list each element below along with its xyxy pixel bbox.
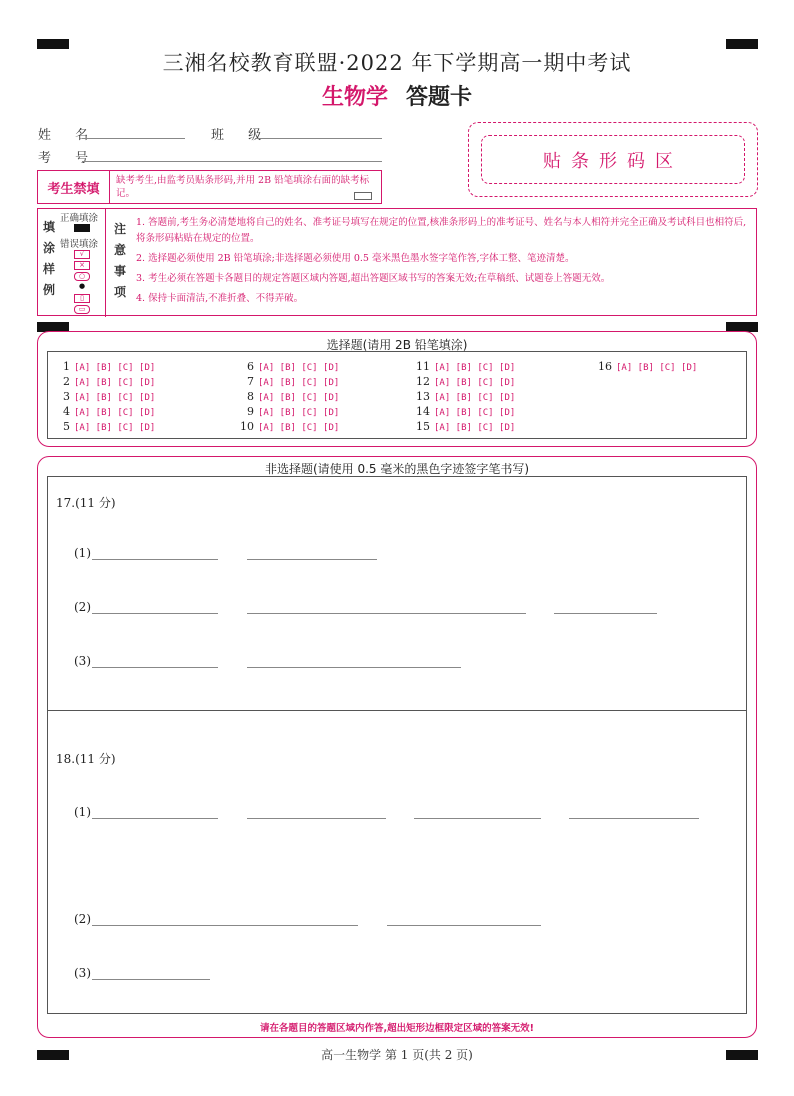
choice-question-number: 7 (247, 375, 254, 388)
answer-area-warning: 请在各题目的答题区域内作答,超出矩形边框限定区域的答案无效! (260, 1023, 534, 1034)
q17-title: 17.(11 分) (56, 496, 116, 510)
wrong-circle-icon: ○ (74, 272, 90, 281)
q17-part-3-label: (3) (74, 654, 91, 668)
choice-question-number: 14 (416, 405, 430, 418)
choice-question-number: 11 (416, 360, 430, 373)
q17-part-3-blank-b[interactable] (247, 667, 461, 668)
q17-part-1-blank-a[interactable] (92, 559, 218, 560)
choice-question-row[interactable] (60, 360, 155, 373)
choice-question-number: 3 (63, 390, 70, 403)
exam-no-field[interactable] (82, 161, 382, 162)
q18-part-2-label: (2) (74, 912, 91, 926)
choice-question-row[interactable] (238, 360, 339, 373)
notes-heading-char: 注 (114, 222, 127, 236)
note-item: 2. 选择题必须使用 2B 铅笔填涂;非选择题必须使用 0.5 毫米黑色墨水签字笔作答,字体工整、笔迹清楚。 (136, 253, 575, 264)
absent-mark-box[interactable] (354, 192, 372, 200)
q-divider (47, 710, 747, 711)
choice-question-number: 9 (247, 405, 254, 418)
choice-question-row[interactable] (238, 375, 339, 388)
page-footer: 高一生物学 第 1 页(共 2 页) (321, 1048, 473, 1062)
choice-options[interactable]: [A] [B] [C] [D] (258, 408, 340, 418)
q17-part-1-label: (1) (74, 546, 91, 560)
fill-example (38, 209, 106, 317)
q18-part-2-blank-b[interactable] (387, 925, 541, 926)
q18-part-3-label: (3) (74, 966, 91, 980)
choice-question-number: 8 (247, 390, 254, 403)
choice-question-row[interactable] (414, 390, 515, 403)
exam-no-label: 考 号 (38, 151, 99, 166)
nonchoice-frame (47, 476, 747, 1014)
choice-question-number: 16 (598, 360, 612, 373)
fill-example-heading (43, 217, 59, 301)
choice-question-row[interactable] (238, 405, 339, 418)
choice-options[interactable]: [A] [B] [C] [D] (258, 378, 340, 388)
fill-heading-char: 样 (43, 262, 56, 276)
notes-heading-char: 项 (114, 285, 127, 299)
choice-question-number: 13 (416, 390, 430, 403)
choice-question-number: 2 (63, 375, 70, 388)
note-item: 1. 答题前,考生务必清楚地将自己的姓名、准考证号填写在规定的位置,核准条形码上的准考证号、姓名与本人相符并完全正确及考试科目也相符后,将条形码粘贴在规定的位置。 (136, 217, 747, 244)
class-label: 班 级 (211, 128, 272, 143)
name-field[interactable] (82, 138, 185, 139)
choice-question-row[interactable] (238, 390, 339, 403)
q18-part-2-blank-a[interactable] (92, 925, 358, 926)
choice-options[interactable]: [A] [B] [C] [D] (74, 423, 156, 433)
barcode-area (468, 122, 758, 197)
choice-options[interactable]: [A] [B] [C] [D] (434, 363, 516, 373)
fill-heading-char: 例 (43, 283, 56, 297)
notes-heading-char: 意 (114, 243, 127, 257)
choice-options[interactable]: [A] [B] [C] [D] (434, 408, 516, 418)
absent-section (37, 170, 382, 204)
q17-part-1-blank-b[interactable] (247, 559, 377, 560)
wrong-check-icon: √ (74, 250, 90, 259)
exam-title: 三湘名校教育联盟·2022 年下学期高一期中考试 (162, 51, 632, 75)
choice-question-number: 6 (247, 360, 254, 373)
class-field[interactable] (255, 138, 382, 139)
choice-question-number: 4 (63, 405, 70, 418)
choice-question-row[interactable] (414, 375, 515, 388)
choice-options[interactable]: [A] [B] [C] [D] (258, 423, 340, 433)
q17-part-2-blank-c[interactable] (554, 613, 657, 614)
choice-options[interactable]: [A] [B] [C] [D] (258, 393, 340, 403)
choice-question-row[interactable] (414, 405, 515, 418)
choice-question-row[interactable] (238, 420, 339, 433)
nonchoice-title: 非选择题(请使用 0.5 毫米的黑色字迹签字笔书写) (264, 462, 530, 476)
choice-question-row[interactable] (60, 390, 155, 403)
notes-heading (114, 219, 130, 303)
wrong-dot-icon: ● (78, 282, 86, 290)
q18-part-1-blank-c[interactable] (414, 818, 541, 819)
q18-part-1-blank-b[interactable] (247, 818, 386, 819)
choice-options[interactable]: [A] [B] [C] [D] (74, 378, 156, 388)
choice-question-row[interactable] (60, 405, 155, 418)
choice-question-number: 1 (63, 360, 70, 373)
q18-part-1-blank-a[interactable] (92, 818, 218, 819)
wrong-partial-icon: ▯ (74, 294, 90, 303)
choice-question-row[interactable] (414, 360, 515, 373)
card-label: 答题卡 (406, 84, 473, 110)
q17-part-3-blank-a[interactable] (92, 667, 218, 668)
q17-part-2-blank-b[interactable] (247, 613, 526, 614)
correct-fill-label: 正确填涂 (60, 213, 99, 224)
notes-heading-char: 事 (114, 264, 127, 278)
choice-options[interactable]: [A] [B] [C] [D] (616, 363, 698, 373)
choice-question-row[interactable] (596, 360, 697, 373)
q18-part-1-blank-d[interactable] (569, 818, 699, 819)
choice-question-number: 5 (63, 420, 70, 433)
note-item: 4. 保持卡面清洁,不准折叠、不得弄破。 (136, 293, 304, 304)
notes-list (136, 215, 754, 307)
choice-question-number: 10 (240, 420, 254, 433)
absent-label: 考生禁填 (38, 171, 110, 203)
choice-question-number: 12 (416, 375, 430, 388)
note-item: 3. 考生必须在答题卡各题目的规定答题区域内答题,超出答题区域书写的答案无效;在草稿纸、试题卷上答题无效。 (136, 273, 611, 284)
choice-options[interactable]: [A] [B] [C] [D] (74, 393, 156, 403)
fill-heading-char: 涂 (43, 241, 56, 255)
correct-fill-mark (74, 224, 90, 232)
choice-question-number: 15 (416, 420, 430, 433)
name-label: 姓 名 (38, 128, 99, 143)
subject-name: 生物学 (321, 84, 388, 110)
choice-options[interactable]: [A] [B] [C] [D] (74, 363, 156, 373)
q17-part-2-blank-a[interactable] (92, 613, 218, 614)
card-subtitle (0, 80, 794, 111)
choice-question-row[interactable] (60, 420, 155, 433)
choice-options[interactable]: [A] [B] [C] [D] (434, 393, 516, 403)
choice-question-row[interactable] (60, 375, 155, 388)
q17-part-2-label: (2) (74, 600, 91, 614)
choice-options[interactable]: [A] [B] [C] [D] (434, 378, 516, 388)
wrong-empty-icon: ▭ (74, 305, 90, 314)
notes-section (37, 208, 757, 316)
q18-part-1-label: (1) (74, 805, 91, 819)
fill-heading-char: 填 (43, 220, 56, 234)
choice-options[interactable]: [A] [B] [C] [D] (258, 363, 340, 373)
choice-options[interactable]: [A] [B] [C] [D] (74, 408, 156, 418)
choice-question-row[interactable] (414, 420, 515, 433)
wrong-cross-icon: × (74, 261, 90, 270)
barcode-label: 贴条形码区 (481, 135, 745, 184)
choice-options[interactable]: [A] [B] [C] [D] (434, 423, 516, 433)
q18-title: 18.(11 分) (56, 752, 116, 766)
q18-part-3-blank-a[interactable] (92, 979, 210, 980)
choice-title: 选择题(请用 2B 铅笔填涂) (326, 338, 468, 352)
absent-text: 缺考考生,由监考员贴条形码,并用 2B 铅笔填涂右面的缺考标记。 (116, 175, 370, 199)
wrong-fill-label: 错误填涂 (60, 239, 99, 250)
